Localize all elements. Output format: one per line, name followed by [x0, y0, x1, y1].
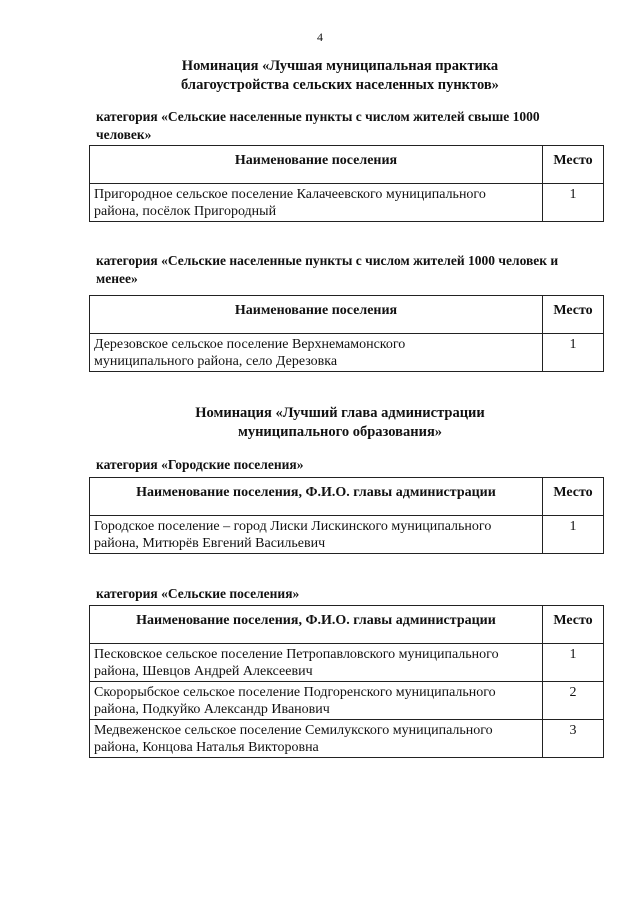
- table-row: [90, 516, 604, 554]
- category-heading-line: категория «Сельские населенные пункты с числом жителей свыше 1000: [96, 109, 540, 124]
- place-cell: 1: [543, 516, 604, 554]
- table-header-row: [90, 146, 604, 184]
- place-cell: 1: [543, 644, 604, 682]
- settlement-name-cell: [90, 720, 543, 758]
- table-row: [90, 184, 604, 222]
- cell-line: района, Подкуйко Александр Иванович: [94, 702, 330, 717]
- table-header-row: [90, 478, 604, 516]
- cell-line: района, Концова Наталья Викторовна: [94, 740, 319, 755]
- place-cell: 2: [543, 682, 604, 720]
- cell-line: района, Митюрёв Евгений Васильевич: [94, 536, 326, 551]
- category-heading-line: человек»: [96, 127, 152, 142]
- nomination-title-line: благоустройства сельских населенных пунктов»: [181, 77, 499, 93]
- table-row: [90, 682, 604, 720]
- nomination-title-line: Номинация «Лучший глава администрации: [195, 405, 485, 421]
- nomination-title-line: Номинация «Лучшая муниципальная практика: [181, 58, 499, 74]
- place-cell: 3: [543, 720, 604, 758]
- results-table-urban: [89, 477, 604, 554]
- cell-line: района, посёлок Пригородный: [94, 204, 277, 219]
- cell-line: района, Шевцов Андрей Алексеевич: [94, 664, 313, 679]
- cell-line: Городское поселение – город Лиски Лискинского муниципального: [94, 519, 492, 534]
- cell-line: муниципального района, село Дерезовка: [94, 354, 338, 369]
- settlement-name-cell: [90, 334, 543, 372]
- category-heading-over-1000: [96, 108, 596, 144]
- cell-line: Скорорыбское сельское поселение Подгоренского муниципального: [94, 685, 496, 700]
- nomination-title-best-practice: [60, 57, 620, 95]
- column-header-place: Место: [543, 478, 604, 516]
- category-heading-urban: [96, 456, 596, 474]
- table-row: [90, 720, 604, 758]
- cell-line: Медвеженское сельское поселение Семилукского муниципального: [94, 723, 493, 738]
- category-heading-line: категория «Сельские населенные пункты с числом жителей 1000 человек и: [96, 253, 559, 268]
- nomination-title-line: муниципального образования»: [237, 424, 443, 440]
- table-header-row: [90, 606, 604, 644]
- settlement-name-cell: [90, 644, 543, 682]
- column-header-name: Наименование поселения, Ф.И.О. главы администрации: [90, 606, 543, 644]
- category-heading-line: менее»: [96, 271, 138, 286]
- cell-line: Дерезовское сельское поселение Верхнемамонского: [94, 337, 406, 352]
- table-header-row: [90, 296, 604, 334]
- nomination-title-best-head: [60, 404, 620, 442]
- page-number: 4: [317, 30, 323, 44]
- column-header-name: Наименование поселения, Ф.И.О. главы администрации: [90, 478, 543, 516]
- settlement-name-cell: [90, 682, 543, 720]
- settlement-name-cell: [90, 184, 543, 222]
- table-row: [90, 644, 604, 682]
- cell-line: Пригородное сельское поселение Калачеевского муниципального: [94, 187, 486, 202]
- results-table-1000-or-less: [89, 295, 604, 372]
- table-row: [90, 334, 604, 372]
- column-header-name: Наименование поселения: [90, 146, 543, 184]
- category-heading-1000-or-less: [96, 252, 596, 288]
- category-heading-line: категория «Городские поселения»: [96, 457, 304, 472]
- place-cell: 1: [543, 184, 604, 222]
- column-header-place: Место: [543, 296, 604, 334]
- column-header-place: Место: [543, 606, 604, 644]
- place-cell: 1: [543, 334, 604, 372]
- results-table-over-1000: [89, 145, 604, 222]
- category-heading-rural: [96, 585, 596, 603]
- cell-line: Песковское сельское поселение Петропавловского муниципального: [94, 647, 499, 662]
- results-table-rural: [89, 605, 604, 758]
- category-heading-line: категория «Сельские поселения»: [96, 586, 300, 601]
- column-header-place: Место: [543, 146, 604, 184]
- column-header-name: Наименование поселения: [90, 296, 543, 334]
- settlement-name-cell: [90, 516, 543, 554]
